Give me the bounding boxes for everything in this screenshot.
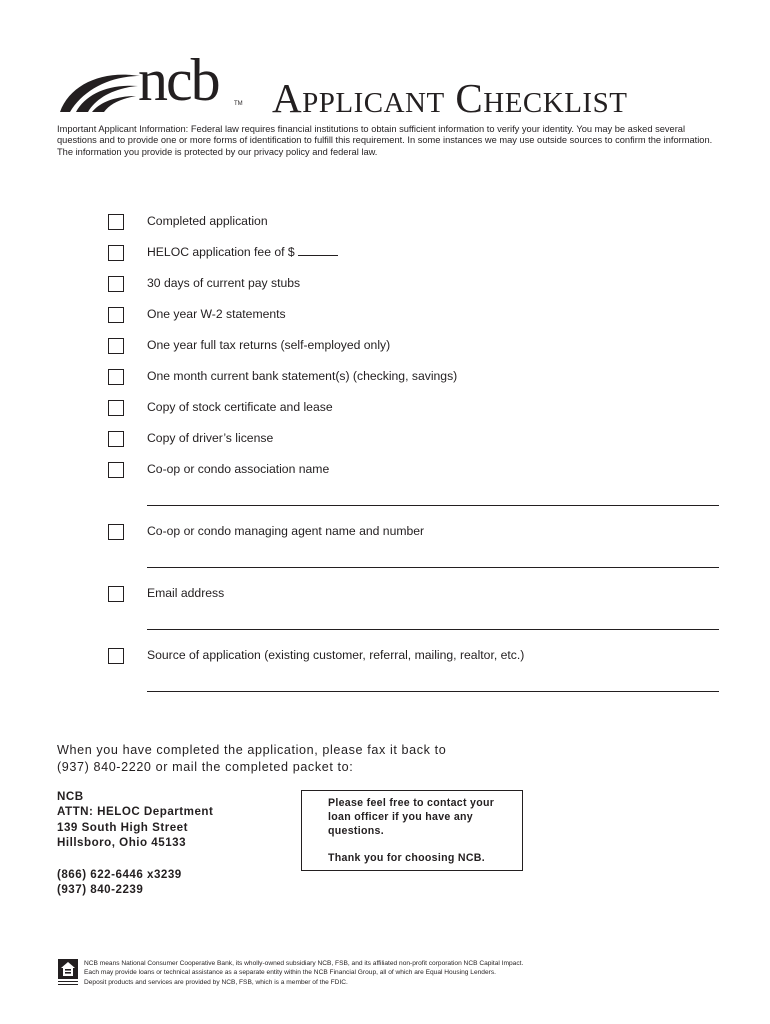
footer-disclaimer: NCB means National Consumer Cooperative Bank, its wholly-owned subsidiary NCB, FSB, and its affiliated non-profit corporation NCB Capital Impact. Each may provide loans or technical assistance as a separate entity within the NCB Financial Group, all of which are Equal Housing Lenders. Deposit products and services are provided by NCB, FSB, which is a member of the FDIC. — [84, 960, 524, 986]
checkbox[interactable] — [108, 462, 124, 478]
checklist-label: HELOC application fee of $ — [147, 245, 338, 260]
application-source-line[interactable] — [147, 691, 719, 692]
checklist-label: 30 days of current pay stubs — [147, 276, 301, 290]
checklist-label: Email address — [147, 586, 225, 600]
checklist-label: Completed application — [147, 214, 268, 228]
mailing-address: NCB ATTN: HELOC Department 139 South High Street Hillsboro, Ohio 45133 — [57, 790, 214, 849]
checklist-label: Copy of driver’s license — [147, 431, 274, 445]
equal-housing-lender-icon — [57, 958, 79, 988]
checkbox[interactable] — [108, 431, 124, 447]
checkbox[interactable] — [108, 245, 124, 261]
checklist-label: Source of application (existing customer, referral, mailing, realtor, etc.) — [147, 648, 525, 662]
logo-trademark: TM — [234, 101, 243, 107]
managing-agent-line[interactable] — [147, 567, 719, 568]
checkbox[interactable] — [108, 648, 124, 664]
contact-note: Please feel free to contact your loan officer if you have any questions. — [328, 797, 495, 837]
email-address-line[interactable] — [147, 629, 719, 630]
contact-note-box — [301, 790, 523, 871]
fax-instructions: When you have completed the application, please fax it back to (937) 840-2220 or mail the completed packet to: — [57, 743, 447, 774]
association-name-line[interactable] — [147, 505, 719, 506]
checkbox[interactable] — [108, 369, 124, 385]
checklist-label: Co-op or condo association name — [147, 462, 330, 476]
checklist-label: Co-op or condo managing agent name and number — [147, 524, 425, 538]
checklist-label: One month current bank statement(s) (checking, savings) — [147, 369, 458, 383]
checklist-label: Copy of stock certificate and lease — [147, 400, 333, 414]
logo-wordmark: ncb — [138, 47, 219, 113]
checkbox[interactable] — [108, 214, 124, 230]
intro-paragraph: Important Applicant Information: Federal law requires financial institutions to obtain sufficient information to verify your identity. You may be asked several questions and to provide one or more forms of identification to fulfill this requirement. In some instances we may use outside sources to confirm the information. The information you provide is protected by our privacy policy and federal law. — [57, 124, 713, 157]
checkbox[interactable] — [108, 524, 124, 540]
checkbox[interactable] — [108, 276, 124, 292]
checklist-label: One year W-2 statements — [147, 307, 286, 321]
page-title: Applicant Checklist — [272, 75, 628, 121]
checkbox[interactable] — [108, 338, 124, 354]
phone-numbers: (866) 622-6446 x3239 (937) 840-2239 — [57, 868, 182, 897]
checkbox[interactable] — [108, 307, 124, 323]
checkbox[interactable] — [108, 586, 124, 602]
checkbox[interactable] — [108, 400, 124, 416]
thank-you-note: Thank you for choosing NCB. — [328, 852, 486, 864]
fee-amount-blank[interactable] — [298, 245, 338, 256]
checklist-label: One year full tax returns (self-employed only) — [147, 338, 391, 352]
